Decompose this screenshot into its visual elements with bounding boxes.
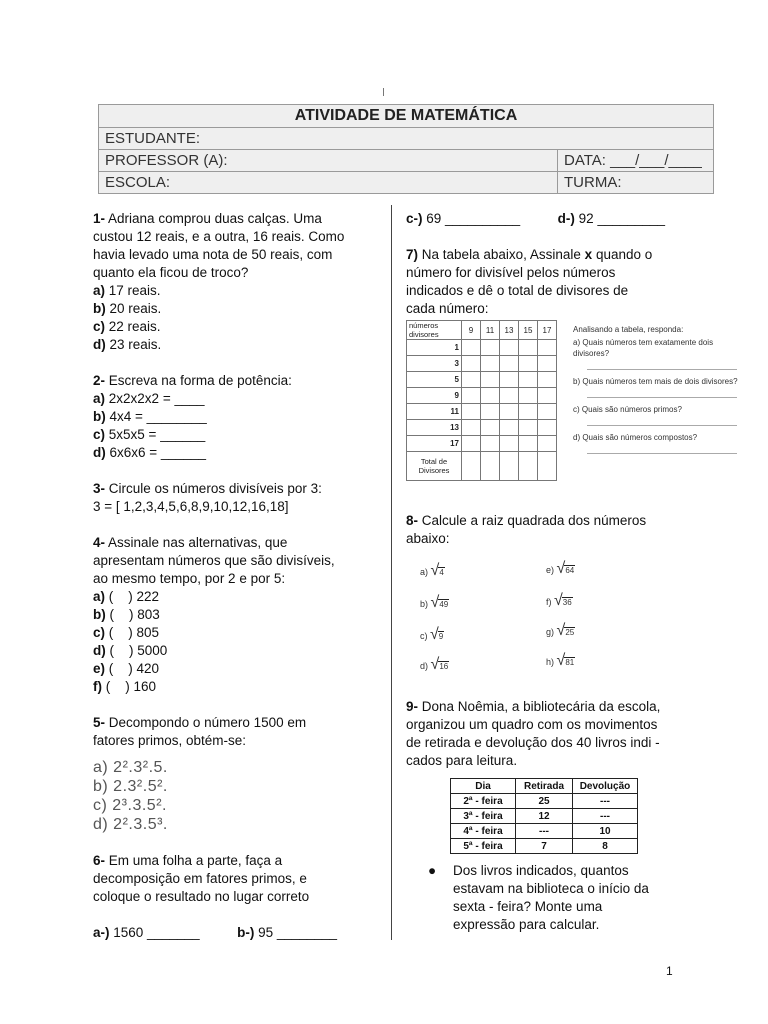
right-column [406,210,696,318]
table-row: 5 [407,372,557,388]
root-item: d) √16 [420,656,449,673]
question-4: 4- Assinale nas alternativas, que apresentam números que são divisíveis, ao mesmo tempo, por 2 e por 5: a) ( ) 222 b) ( ) 803 c) ( ) 805 d) ( ) 5000 e) ( ) 420 f) ( ) 160 [93,534,358,696]
option: c) 2³.3.5². [93,797,167,814]
question-6: 6- Em uma folha a parte, faça a decomposição em fatores primos, e coloque o resultado no lugar correto a-) 1560 _______ b-) 95 ________ [93,852,358,942]
question-8: 8- Calcule a raiz quadrada dos números abaixo: [406,513,647,546]
option: c) ( ) 805 [93,625,160,640]
option: d) 23 reais. [93,337,162,352]
option: a) ( ) 222 [93,589,160,604]
option: a) 2x2x2x2 = ____ [93,391,205,406]
q9-bullet: ● Dos livros indicados, quantos estavam na biblioteca o início da sexta - feira? Monte uma expressão para calcular. [428,863,649,932]
q6-continued [406,210,696,228]
divisor-table: números divisores 9 11 13 15 17 1 3 5 9 11 13 17 Total de Divisores [406,320,557,481]
option: d) 6x6x6 = ______ [93,445,206,460]
q6-answers [93,924,358,942]
question-2: 2- Escreva na forma de potência: a) 2x2x2x2 = ____ b) 4x4 = ________ c) 5x5x5 = ______ d) 6x6x6 = ______ [93,372,358,462]
table-row: 11 [407,404,557,420]
top-tick [383,88,384,96]
square-roots [420,556,600,676]
option: d) ( ) 5000 [93,643,168,658]
page-number: 1 [666,964,673,978]
option: c) 22 reais. [93,319,161,334]
library-table: Dia Retirada Devolução 2ª - feira 25 --- 3ª - feira 12 --- 4ª - feira --- 10 5ª - feira 7 8 [450,778,638,854]
table-corner: números divisores [407,321,462,340]
option: a) 2².3².5. [93,759,168,776]
option: b) 4x4 = ________ [93,409,207,424]
date-field: DATA: ___/___/____ [558,150,714,172]
student-field: ESTUDANTE: [99,128,714,150]
option: b) 20 reais. [93,301,162,316]
option: b) ( ) 803 [93,607,160,622]
root-item: f) √36 [546,592,572,609]
header-table [98,104,714,194]
root-item: e) √64 [546,560,575,577]
column-divider [391,205,392,940]
school-field: ESCOLA: [99,172,558,194]
question-7: 7) Na tabela abaixo, Assinale x quando o número for divisível pelos números indicados e dê o total de divisores de cada número: [406,247,653,316]
q6-d: d-) 92 _________ [557,211,666,226]
bullet-dot: ● [428,863,437,878]
question-5: 5- Decompondo o número 1500 em fatores primos, obtém-se: a) 2².3².5. b) 2.3².5². c) 2³.3.5². d) 2².3.5³. [93,714,358,834]
class-field: TURMA: [558,172,714,194]
question-9: 9- Dona Noêmia, a bibliotecária da escola, organizou um quadro com os movimentos de retirada e devolução dos 40 livros indi - cados para leitura. [406,699,661,768]
table-row: 4ª - feira --- 10 [451,824,638,839]
root-item: a) √4 [420,562,444,579]
table-row: Total de Divisores [407,452,557,481]
table-row: 3 [407,356,557,372]
table-row: 5ª - feira 7 8 [451,839,638,854]
root-item: b) √49 [420,594,449,611]
table-questions: Analisando a tabela, responda: a) Quais números tem exatamente dois divisores? b) Quais números tem mais de dois divisores? c) Quais são números primos? d) Quais são números compostos? [573,324,743,460]
question-3: 3- Circule os números divisíveis por 3: 3 = [ 1,2,3,4,5,6,8,9,10,12,16,18] [93,480,358,516]
option: f) ( ) 160 [93,679,157,694]
table-row: 13 [407,420,557,436]
root-item: c) √9 [420,626,444,643]
left-column [93,210,358,960]
teacher-field: PROFESSOR (A): [99,150,558,172]
option: b) 2.3².5². [93,778,168,795]
option: c) 5x5x5 = ______ [93,427,206,442]
q6-b: b-) 95 ________ [237,925,337,940]
table-row: 1 [407,340,557,356]
table-row: 3ª - feira 12 --- [451,809,638,824]
question-1: 1- Adriana comprou duas calças. Uma custou 12 reais, e a outra, 16 reais. Como havia levado uma nota de 50 reais, com quanto ela ficou de troco? a) 17 reais. b) 20 reais. c) 22 reais. d) 23 reais. [93,210,358,354]
q6-c: c-) 69 __________ [406,211,521,226]
root-item: g) √25 [546,622,575,639]
q6-a: a-) 1560 _______ [93,925,200,940]
table-row: 17 [407,436,557,452]
worksheet-title: ATIVIDADE DE MATEMÁTICA [99,105,714,128]
option: e) ( ) 420 [93,661,160,676]
option: d) 2².3.5³. [93,816,168,833]
table-row: 2ª - feira 25 --- [451,794,638,809]
number-set: 3 = [ 1,2,3,4,5,6,8,9,10,12,16,18] [93,499,289,514]
table-row: 9 [407,388,557,404]
option: a) 17 reais. [93,283,161,298]
root-item: h) √81 [546,652,575,669]
